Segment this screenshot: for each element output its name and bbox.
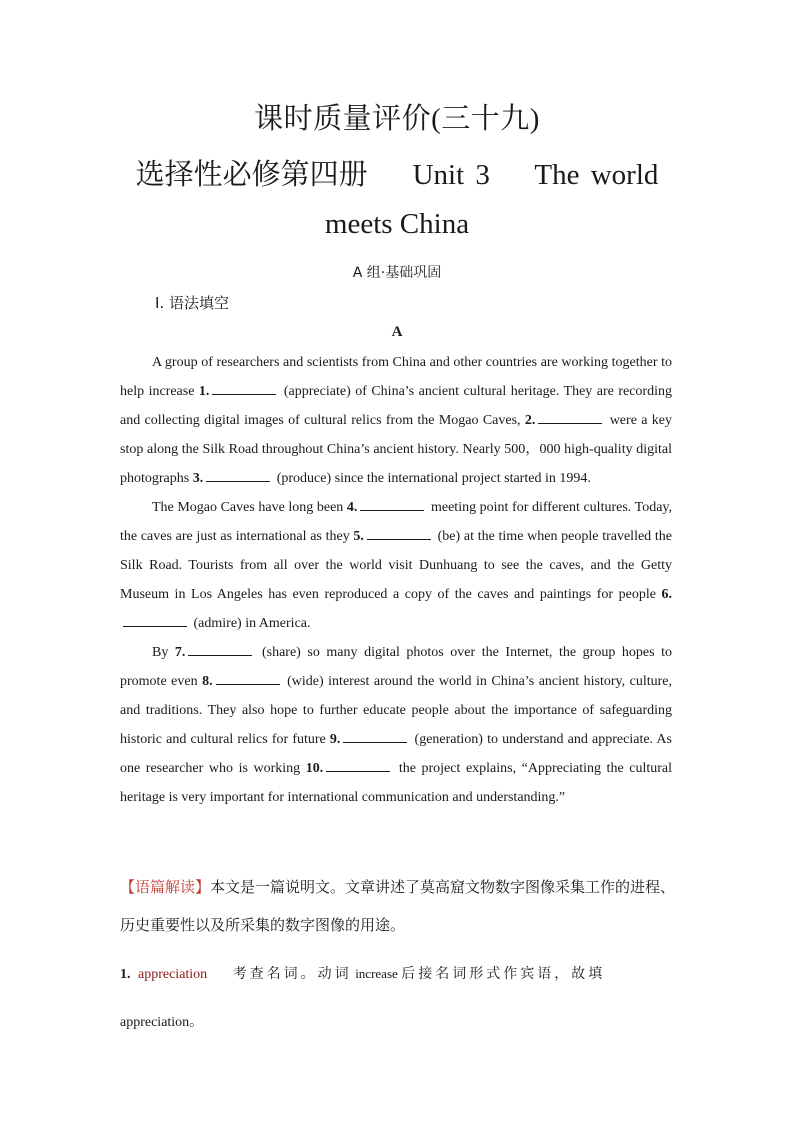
blank-line: [212, 380, 276, 395]
blank-line: [367, 525, 431, 540]
text-span: (appreciate) of China’s ancient cultural heritage. They are recording and collecting digital images of cultural relics from the Mogao Caves,: [120, 384, 672, 428]
paragraph-1: [120, 348, 672, 493]
page-subtitle: 选择性必修第四册 Unit 3 The world: [135, 159, 659, 191]
blank-number: 6.: [661, 587, 672, 602]
blank-line: [538, 409, 602, 424]
blank-line: [216, 670, 280, 685]
text-span: (be) at the time when people travelled the Silk Road. Tourists from all over the world visit Dunhuang to see the caves, and the Getty Museum in Los Angeles has even reproduced a copy of the caves and paintings for people: [120, 529, 672, 602]
blank-number: 4.: [346, 500, 358, 515]
text-span: (share) so many digital photos over the Internet, the group hopes to promote even: [120, 645, 672, 689]
blank-line: [360, 496, 424, 511]
blank-number: 8.: [202, 674, 213, 689]
answer-1: [120, 950, 680, 1047]
passage-analysis: [120, 868, 680, 944]
text-span: A group of researchers and scientists from China and other countries are working together to help increase: [120, 355, 672, 399]
blank-number: 9.: [329, 732, 341, 747]
paragraph-2: [120, 493, 672, 638]
analysis-tag: 【语篇解读】: [120, 878, 211, 896]
blank-number: 7.: [174, 645, 186, 660]
blank-line: [326, 757, 390, 772]
text-span: (produce) since the international project started in 1994.: [273, 471, 591, 486]
group-heading: A 组·基础巩固: [352, 265, 442, 281]
answer-final: appreciation。: [120, 1015, 204, 1030]
text-span: the project explains, “Appreciating the cultural heritage is very important for international communication and understanding.”: [120, 761, 672, 805]
blank-number: 3.: [192, 471, 204, 486]
answer-value: appreciation: [138, 967, 208, 982]
passage-label: A: [391, 324, 403, 340]
text-span: (generation) to understand and appreciate. As one researcher who is working: [120, 732, 672, 776]
text-span: (admire) in America.: [190, 616, 311, 631]
blank-line: [188, 641, 252, 656]
answer-explanation: 考查名词。动词: [232, 966, 352, 982]
passage-body: [120, 348, 672, 812]
blank-number: 5.: [353, 529, 364, 544]
text-span: were a key stop along the Silk Road throughout China’s ancient history. Nearly 500，000 high-quality digital photographs: [120, 413, 672, 486]
blank-number: 1.: [198, 384, 210, 399]
paragraph-3: [120, 638, 672, 812]
section-heading: Ⅰ. 语法填空: [155, 294, 229, 312]
analysis-text: 本文是一篇说明文。文章讲述了莫高窟文物数字图像采集工作的进程、历史重要性以及所采集的数字图像的用途。: [120, 878, 676, 934]
page-title: 课时质量评价(三十九): [254, 103, 540, 135]
blank-line: [343, 728, 407, 743]
blank-line: [206, 467, 270, 482]
answer-number: 1.: [120, 967, 131, 982]
answer-explanation-cont: 后接名词形式作宾语，故填: [401, 966, 606, 982]
answer-keyword: increase: [355, 966, 398, 981]
page-subtitle-cont: meets China: [324, 208, 470, 240]
text-span: meeting point for different cultures. Today, the caves are just as international as they: [120, 500, 672, 544]
blank-line: [123, 612, 187, 627]
blank-number: 10.: [305, 761, 324, 776]
text-span: (wide) interest around the world in China’s ancient history, culture, and traditions. They also hope to further educate people about the importance of safeguarding historic and cultural relics for future: [120, 674, 673, 747]
text-span: By: [152, 645, 175, 660]
text-span: The Mogao Caves have long been: [152, 500, 347, 515]
blank-number: 2.: [524, 413, 536, 428]
